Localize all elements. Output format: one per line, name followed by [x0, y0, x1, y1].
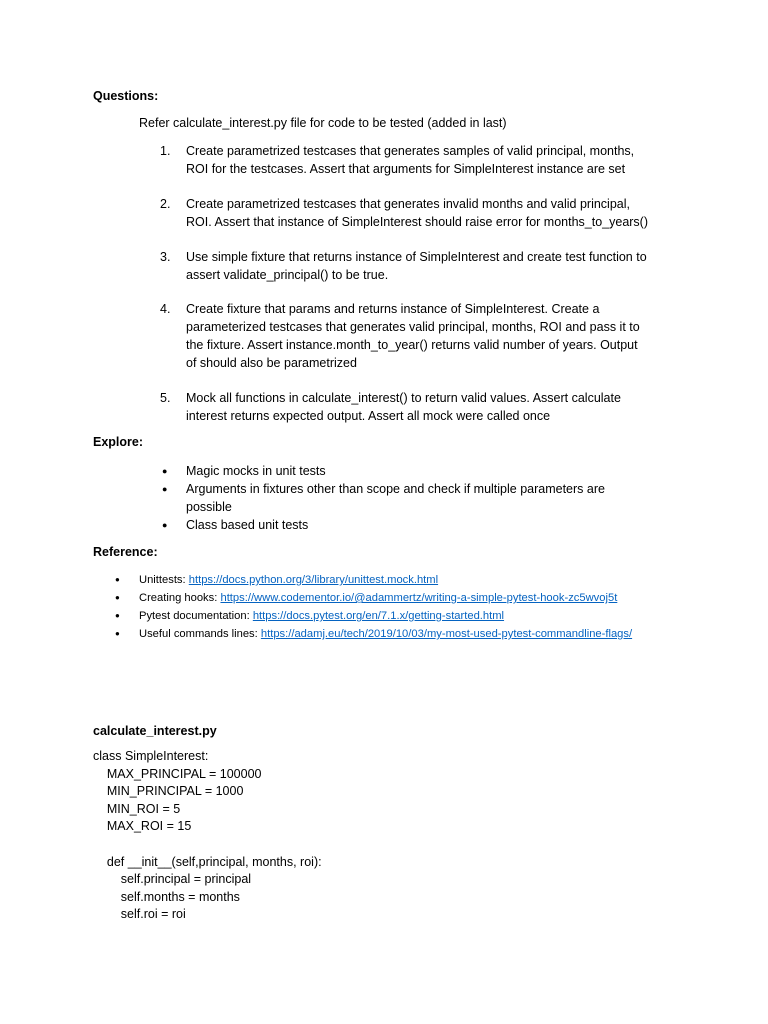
question-item-3 — [160, 248, 680, 284]
code-line: def __init__(self,principal, months, roi): — [93, 854, 322, 869]
question-item-2 — [160, 195, 680, 231]
questions-list — [160, 300, 680, 372]
questions-intro: Refer calculate_interest.py file for code to be tested (added in last) — [139, 116, 507, 130]
explore-item — [162, 480, 662, 516]
questions-heading: Questions: — [93, 89, 159, 103]
question-number: 1. — [160, 144, 171, 158]
explore-line: Magic mocks in unit tests — [186, 464, 326, 478]
questions-list — [160, 389, 680, 425]
code-line: class SimpleInterest: — [93, 749, 209, 763]
reference-label: Pytest documentation: — [139, 610, 253, 622]
useful-commands-link[interactable]: https://adamj.eu/tech/2019/10/03/my-most-used-pytest-commandline-flags/ — [260, 628, 633, 640]
question-number: 2. — [160, 197, 171, 211]
explore-item — [162, 462, 662, 480]
code-line: MAX_PRINCIPAL = 100000 — [93, 766, 262, 781]
pytest-docs-link[interactable]: https://docs.pytest.org/en/7.1.x/getting-started.html — [252, 610, 505, 622]
question-number: 5. — [160, 391, 171, 405]
reference-item-commands — [115, 626, 675, 642]
reference-label: Creating hooks: — [139, 592, 221, 604]
code-line: self.principal = principal — [93, 872, 252, 887]
question-line: ROI for the testcases. Assert that arguments for SimpleInterest instance are set — [186, 162, 626, 176]
reference-label: Unittests: — [139, 574, 189, 586]
explore-line: Arguments in fixtures other than scope and check if multiple parameters are — [186, 482, 605, 496]
reference-item-unittests — [115, 572, 675, 588]
question-line: Use simple fixture that returns instance of SimpleInterest and create test function to — [186, 250, 647, 264]
question-item-5 — [160, 389, 680, 425]
question-line: the fixture. Assert instance.month_to_year() returns valid number of years. Output — [186, 338, 638, 352]
question-line: interest returns expected output. Assert all mock were called once — [186, 409, 551, 423]
code-line: self.months = months — [93, 889, 240, 904]
questions-list — [160, 195, 680, 231]
code-line — [93, 836, 322, 854]
question-line: ROI. Assert that instance of SimpleInterest should raise error for months_to_years() — [186, 215, 649, 229]
unittests-link[interactable]: https://docs.python.org/3/library/unittest.mock.html — [188, 574, 439, 586]
explore-item — [162, 516, 662, 534]
question-number: 4. — [160, 302, 171, 316]
explore-list — [162, 462, 662, 534]
code-file-heading: calculate_interest.py — [93, 724, 217, 738]
reference-item-pytest-docs — [115, 608, 675, 624]
creating-hooks-link[interactable]: https://www.codementor.io/@adammertz/writing-a-simple-pytest-hook-zc5wvoj5t — [220, 592, 618, 604]
reference-heading: Reference: — [93, 545, 158, 559]
explore-line: possible — [186, 500, 232, 514]
question-item-4 — [160, 300, 680, 372]
explore-line: Class based unit tests — [186, 518, 309, 532]
question-line: Create parametrized testcases that generates samples of valid principal, months, — [186, 144, 635, 158]
question-line: parameterized testcases that generates valid principal, months, ROI and pass it to — [186, 320, 640, 334]
explore-heading: Explore: — [93, 435, 144, 449]
code-line: self.roi = roi — [93, 907, 186, 922]
question-line: Mock all functions in calculate_interest() to return valid values. Assert calculate — [186, 391, 621, 405]
questions-list — [160, 248, 680, 284]
question-line: of should also be parametrized — [186, 356, 357, 370]
question-line: assert validate_principal() to be true. — [186, 268, 389, 282]
code-line: MIN_ROI = 5 — [93, 801, 181, 816]
code-line: MAX_ROI = 15 — [93, 819, 192, 834]
question-line: Create parametrized testcases that generates invalid months and valid principal, — [186, 197, 630, 211]
reference-item-hooks — [115, 590, 675, 606]
code-block — [93, 748, 322, 924]
code-line: MIN_PRINCIPAL = 1000 — [93, 784, 244, 799]
question-number: 3. — [160, 250, 171, 264]
reference-label: Useful commands lines: — [139, 628, 261, 640]
questions-list — [160, 142, 680, 178]
reference-list — [115, 572, 675, 644]
question-item-1 — [160, 142, 680, 178]
question-line: Create fixture that params and returns instance of SimpleInterest. Create a — [186, 302, 600, 316]
